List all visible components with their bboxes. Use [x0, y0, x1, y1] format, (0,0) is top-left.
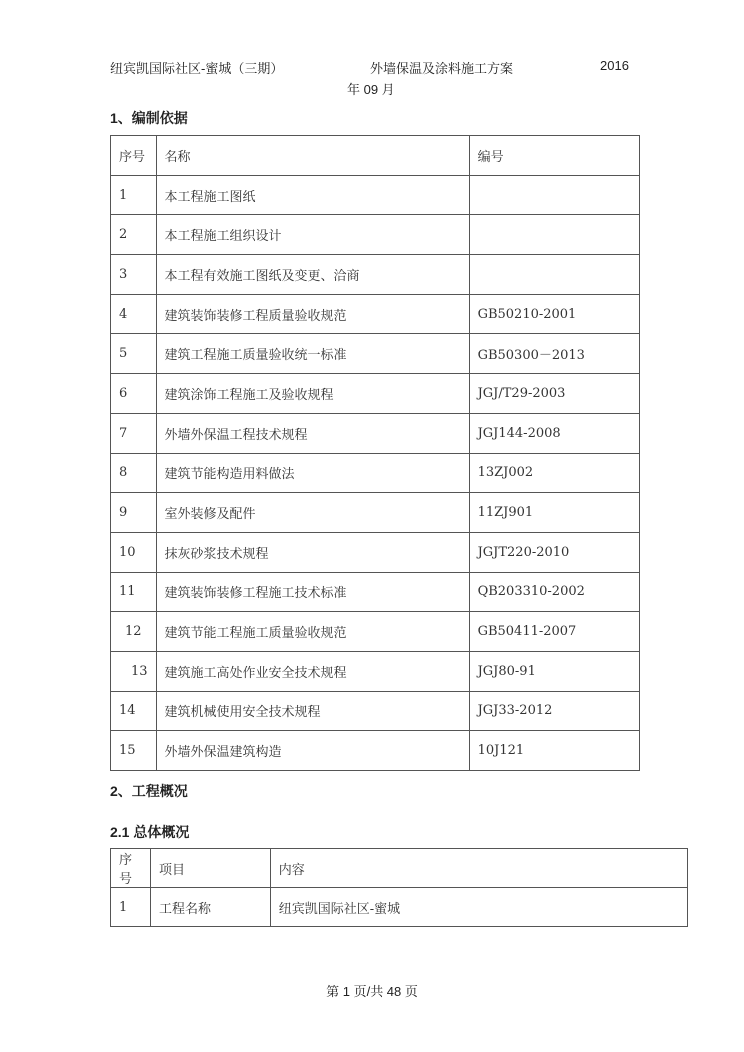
header-cell-code: 编号: [469, 136, 639, 176]
row-name: 外墙外保温工程技术规程: [156, 413, 469, 453]
row-name: 室外装修及配件: [156, 493, 469, 533]
row-name: 建筑机械使用安全技术规程: [156, 691, 469, 731]
row-no: 6: [111, 374, 157, 414]
reference-standards-table: [110, 135, 640, 771]
row-no: 15: [111, 731, 157, 771]
row-name: 外墙外保温建筑构造: [156, 731, 469, 771]
row-name: 抹灰砂浆技术规程: [156, 532, 469, 572]
header-cell-item: 项目: [150, 849, 270, 888]
row-no: 11: [111, 572, 157, 612]
row-name: 本工程施工图纸: [156, 175, 469, 215]
row-no: 1: [111, 888, 151, 927]
header-cell-no: 序号: [111, 849, 151, 888]
row-name: 建筑节能工程施工质量验收规范: [156, 612, 469, 652]
row-name: 建筑工程施工质量验收统一标准: [156, 334, 469, 374]
table-row: [111, 334, 640, 374]
header-project-name: 纽宾凯国际社区-蜜城（三期）: [110, 61, 284, 76]
row-no: 9: [111, 493, 157, 533]
row-item: 工程名称: [150, 888, 270, 927]
page-number: 第 1 页/共 48 页: [326, 984, 418, 999]
table-row: [111, 651, 640, 691]
table-row: [111, 453, 640, 493]
row-name: 建筑节能构造用料做法: [156, 453, 469, 493]
row-code: QB203310-2002: [469, 572, 639, 612]
row-no: 13: [111, 651, 157, 691]
row-code: 13ZJ002: [469, 453, 639, 493]
row-no: 10: [111, 532, 157, 572]
row-code: JGJ33-2012: [469, 691, 639, 731]
row-no: 12: [111, 612, 157, 652]
row-name: 建筑施工高处作业安全技术规程: [156, 651, 469, 691]
row-content: 纽宾凯国际社区-蜜城: [270, 888, 687, 927]
table-row: [111, 215, 640, 255]
header-cell-name: 名称: [156, 136, 469, 176]
table-row: [111, 255, 640, 295]
table-row: [111, 294, 640, 334]
table-row: [111, 532, 640, 572]
table-row: [111, 572, 640, 612]
row-code: GB50210-2001: [469, 294, 639, 334]
row-code: JGJT220-2010: [469, 532, 639, 572]
table-header-row: [111, 849, 688, 888]
row-code: JGJ144-2008: [469, 413, 639, 453]
table-row: [111, 731, 640, 771]
section-1-title: 1、编制依据: [110, 110, 188, 126]
header-month: 年 09 月: [347, 82, 395, 97]
row-code: JGJ/T29-2003: [469, 374, 639, 414]
row-no: 5: [111, 334, 157, 374]
table-row: [111, 888, 688, 927]
row-no: 7: [111, 413, 157, 453]
table-row: [111, 175, 640, 215]
table-header-row: [111, 136, 640, 176]
row-code: [469, 215, 639, 255]
table-row: [111, 612, 640, 652]
row-code: [469, 255, 639, 295]
table-row: [111, 691, 640, 731]
section-2-1-title: 2.1 总体概况: [110, 824, 190, 840]
row-code: 11ZJ901: [469, 493, 639, 533]
header-year: 2016: [600, 58, 629, 73]
row-name: 建筑装饰装修工程质量验收规范: [156, 294, 469, 334]
row-code: GB50300－2013: [469, 334, 639, 374]
row-no: 14: [111, 691, 157, 731]
row-no: 8: [111, 453, 157, 493]
row-code: [469, 175, 639, 215]
header-cell-content: 内容: [270, 849, 687, 888]
row-name: 建筑装饰装修工程施工技术标准: [156, 572, 469, 612]
row-name: 建筑涂饰工程施工及验收规程: [156, 374, 469, 414]
row-code: GB50411-2007: [469, 612, 639, 652]
table-row: [111, 374, 640, 414]
table-row: [111, 493, 640, 533]
project-overview-table: [110, 848, 688, 927]
row-no: 1: [111, 175, 157, 215]
row-code: JGJ80-91: [469, 651, 639, 691]
row-no: 2: [111, 215, 157, 255]
row-no: 4: [111, 294, 157, 334]
row-code: 10J121: [469, 731, 639, 771]
row-name: 本工程施工组织设计: [156, 215, 469, 255]
section-2-title: 2、工程概况: [110, 783, 188, 799]
table-row: [111, 413, 640, 453]
row-no: 3: [111, 255, 157, 295]
header-doc-title: 外墙保温及涂料施工方案: [370, 61, 514, 76]
row-name: 本工程有效施工图纸及变更、洽商: [156, 255, 469, 295]
header-cell-no: 序号: [111, 136, 157, 176]
